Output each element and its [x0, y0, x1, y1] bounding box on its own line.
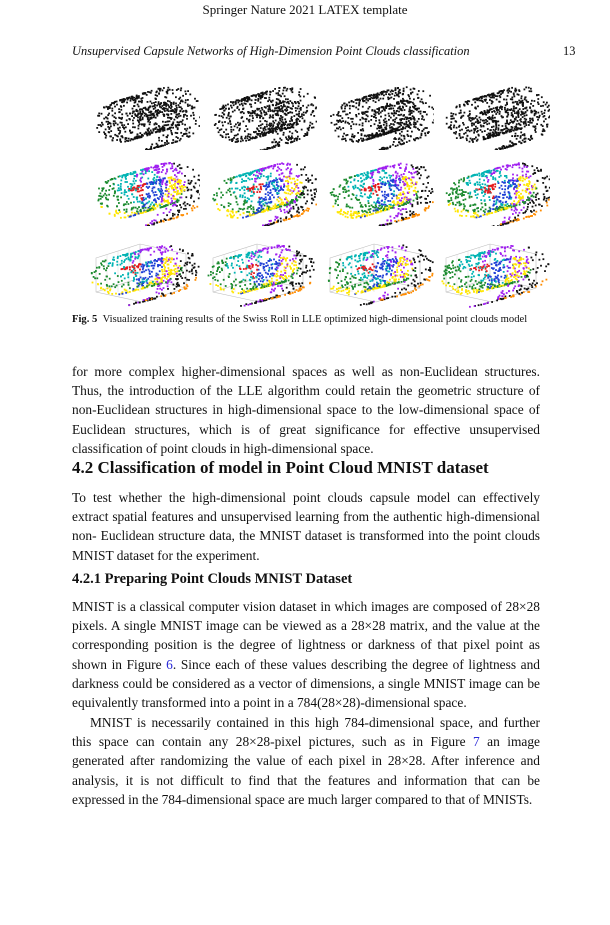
caption-label: Fig. 5 [72, 314, 98, 325]
swiss-roll-black-3 [324, 84, 434, 150]
swiss-roll-3d-2 [199, 236, 317, 308]
swiss-roll-black-2 [207, 84, 317, 150]
swiss-roll-colored-3 [324, 160, 434, 226]
paragraph-3-text-b: . Since each of these values describing the degree of lightness and darkness could be considered as a vector of dimensions, a single MNIST image can be equivalently transformed into a point in a 784(28×28)-dimensional space. [72, 656, 540, 711]
swiss-roll-colored-1 [90, 160, 200, 226]
paragraph-2: To test whether the high-dimensional point clouds capsule model can effectively extract spatial features and unsupervised learning from the authentic high-dimensional non- Euclidean structure data, the MNIST dataset is transformed into the point clouds MNIST dataset for the experiment. [72, 490, 540, 563]
figure-caption [72, 313, 540, 327]
swiss-roll-3d-3 [316, 236, 434, 308]
caption-text: Visualized training results of the Swiss Roll in LLE optimized high-dimensional point clouds model [102, 314, 528, 325]
page-number: 13 [563, 44, 576, 58]
swiss-roll-3d-4 [432, 236, 550, 308]
section-heading: 4.2 Classification of model in Point Cloud MNIST dataset [72, 458, 489, 477]
figure-5 [80, 72, 540, 312]
swiss-roll-black-4 [440, 84, 550, 150]
paragraph-4 [72, 713, 540, 809]
paragraph-4-text-a: MNIST is necessarily contained in this high 784-dimensional space, and further this space can contain any 28×28-pixel pictures, such as in Figure [72, 715, 540, 750]
swiss-roll-black-1 [90, 84, 200, 150]
figure-7-link[interactable]: 7 [472, 734, 480, 750]
swiss-roll-colored-4 [440, 160, 550, 226]
paragraph-4-text-b: an image generated after randomizing the value of each pixel in 28×28. After inference and analysis, it is not difficult to find that the features and information that can be expressed in the 784-dimensional space are much larger compared to that of MNISTs. [72, 734, 540, 807]
paragraph-3 [72, 597, 540, 712]
paragraph-1: for more complex higher-dimensional spaces as well as non-Euclidean structures. Thus, the introduction of the LLE algorithm could retain the geometric structure of non-Euclidean structures in high-dimensional space to the low-dimensional space of Euclidean structures, which is of great significance for effective unsupervised classification of point clouds in high-dimensional space. [72, 364, 540, 456]
paragraph-3-text-a: MNIST is a classical computer vision dataset in which images are composed of 28×28 pixels. A single MNIST image can be viewed as a 28×28 matrix, and the value at the corresponding position is the degree of lightness or darkness of that pixel point as shown in Figure [72, 599, 540, 672]
swiss-roll-colored-2 [207, 160, 317, 226]
subsection-heading: 4.2.1 Preparing Point Clouds MNIST Dataset [72, 571, 353, 587]
swiss-roll-3d-1 [82, 236, 200, 308]
header-title: Unsupervised Capsule Networks of High-Dimension Point Clouds classification [72, 44, 470, 58]
running-head: Springer Nature 2021 LATEX template [202, 2, 408, 17]
figure-6-link[interactable]: 6 [166, 656, 173, 672]
